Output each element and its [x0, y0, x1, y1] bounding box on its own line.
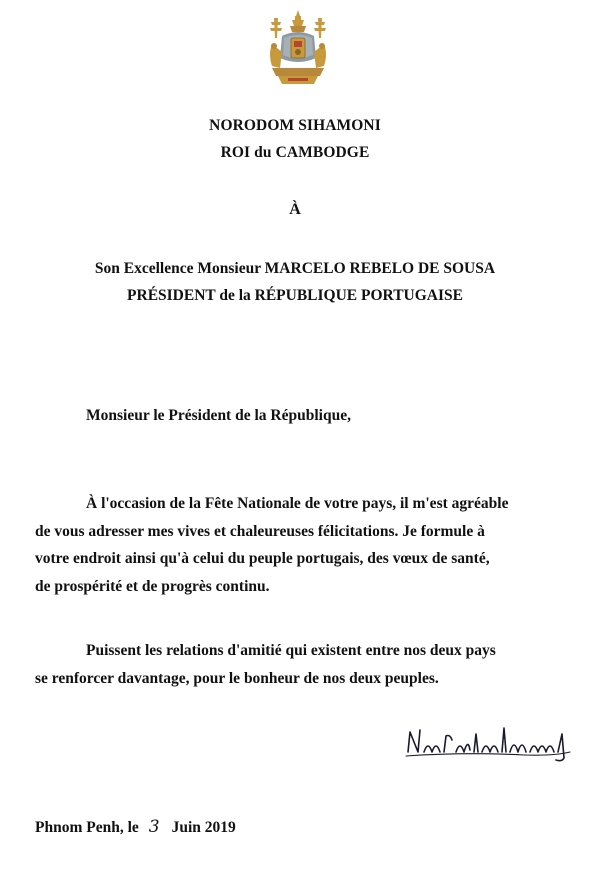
paragraph-line: de vous adresser mes vives et chaleureuses félicitations. Je formule à [35, 522, 485, 540]
closing-date-line [35, 817, 236, 837]
closing-day: 3 [148, 817, 160, 837]
paragraph-line: À l'occasion de la Fête Nationale de votre pays, il m'est agréable [86, 495, 509, 512]
handwritten-signature-icon [404, 722, 574, 764]
body-paragraph-1 [35, 490, 570, 600]
paragraph-line: votre endroit ainsi qu'à celui du peuple portugais, des vœux de santé, [35, 550, 490, 567]
address-to-mark: À [289, 201, 301, 218]
recipient-title: PRÉSIDENT de la RÉPUBLIQUE PORTUGAISE [127, 287, 463, 304]
paragraph-line: se renforcer davantage, pour le bonheur de nos deux peuples. [35, 669, 439, 687]
paragraph-line: Puissent les relations d'amitié qui existent entre nos deux pays [86, 642, 496, 659]
recipient-name: Son Excellence Monsieur MARCELO REBELO DE SOUSA [94, 260, 496, 277]
sender-title: ROI du CAMBODGE [220, 144, 370, 161]
closing-month-year: Juin 2019 [171, 819, 236, 836]
royal-coat-of-arms-icon [262, 8, 334, 88]
sender-name: NORODOM SIHAMONI [209, 117, 381, 134]
body-paragraph-2 [35, 637, 570, 692]
paragraph-line: de prospérité et de progrès continu. [35, 577, 270, 595]
salutation: Monsieur le Président de la République, [86, 407, 351, 424]
closing-place: Phnom Penh, le [35, 819, 139, 836]
